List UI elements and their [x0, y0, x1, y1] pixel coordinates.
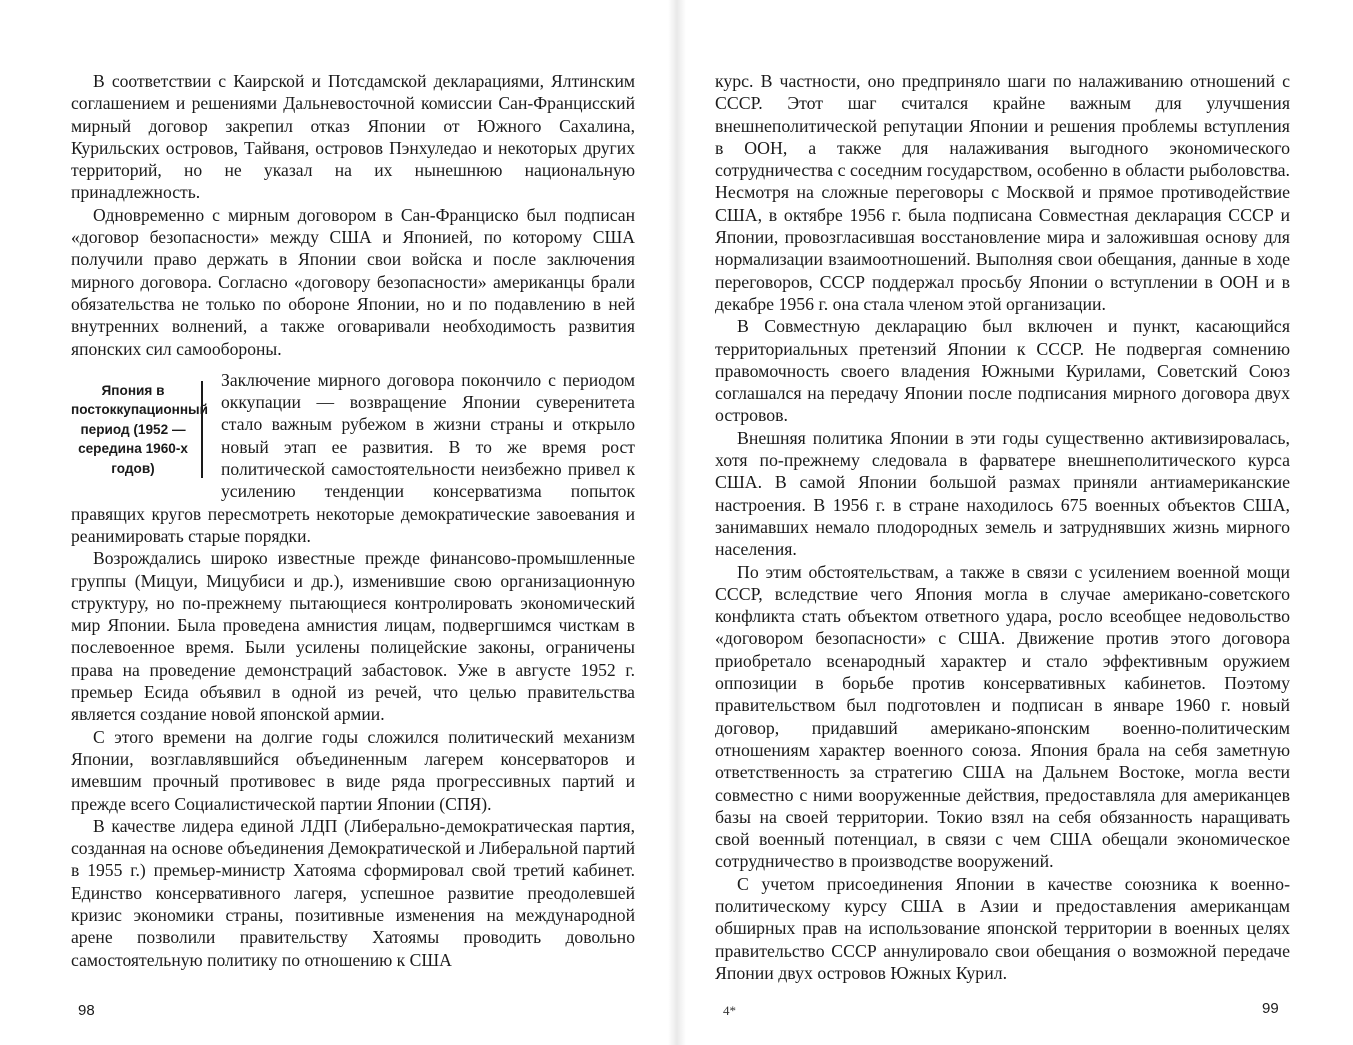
- paragraph: В соответствии с Каирской и Потсдамской декларациями, Ялтинским соглашением и решениями Дальневосточной комиссии Сан-Францисский мирный договор закрепил отказ Японии от Южного Сахалина, Курильских островов, Тайваня, островов Пэнхуледао и некоторых других территорий, но не указал на их нынешнюю национальную принадлежность.: [71, 71, 635, 203]
- paragraph: Одновременно с мирным договором в Сан-Франциско был подписан «договор безопасности» между США и Японией, по которому США получили право держать в Японии свои войска и после заключения мирного договора. Согласно «договору безопасности» американцы брали обязательства не только по обороне Японии, но и по подавлению в ней внутренних волнений, а также оговаривали необходимость развития японских сил самообороны.: [71, 204, 635, 359]
- paragraph: Возрождались широко известные прежде финансово-промышленные группы (Мицуи, Мицубиси и др.), изменившие свою организационную структуру, но по-прежнему пытающиеся контролировать экономический мир Японии. Была проведена амнистия лицам, подвергшимся чисткам в послевоенное время. Были усилены полицейские законы, ограничены права на проведение демонстраций забастовок. Уже в августе 1952 г. премьер Есида объявил в одной из речей, что целью правительства является создание новой японской армии.: [71, 548, 635, 725]
- book-gutter: [668, 0, 686, 1045]
- section-block: [71, 369, 635, 547]
- signature-mark: 4*: [723, 1003, 736, 1018]
- paragraph: В качестве лидера единой ЛДП (Либерально-демократическая партия, созданная на основе объединения Демократической и Либеральной партий в 1955 г.) премьер-министр Хатояма сформировал свой третий кабинет. Единство консервативного лагеря, успешное развитие преодолевшей кризис экономики страны, позитивные изменения на международной арене позволили правительству Хатоямы проводить довольно самостоятельную политику по отношению к США: [71, 815, 635, 970]
- margin-section-heading: Япония в постоккупационный период (1952 — середина 1960-х годов): [71, 381, 203, 479]
- paragraph: В Совместную декларацию был включен и пункт, касающийся территориальных претензий Японии к СССР. Не подвергая сомнению правомочность своего владения Южными Курилами, Советский Союз соглашался на передачу Японии после подписания мирного договора двух островов.: [715, 316, 1290, 426]
- paragraph: Заключение мирного договора покончило с периодом оккупации — возвращение Японии суверенитета стало важным рубежом в жизни страны и открыло новый этап ее развития. В то же время рост политической самостоятельности неизбежно привел к усилению тенденции консерватизма попыток правящих кругов пересмотреть некоторые демократические завоевания и реанимировать старые порядки.: [71, 369, 635, 546]
- right-page: [715, 70, 1290, 984]
- page-number-right: 99: [1262, 1000, 1279, 1017]
- left-page: [71, 70, 635, 971]
- paragraph: По этим обстоятельствам, а также в связи с усилением военной мощи СССР, вследствие чего Япония могла в случае американо-советского конфликта стать объектом ответного удара, росло всеобщее недовольство «договором безопасности» с США. Движение против этого договора приобретало всенародный характер и стало эффективным оружием оппозиции в борьбе против консервативных кабинетов. Поэтому правительством был подготовлен и подписан в январе 1960 г. новый договор, придавший американо-японским военно-политическим отношениям характер военного союза. Япония брала на себя заметную ответственность за стратегию США на Дальнем Востоке, могла вести совместно с ними вооруженные действия, предоставляла для американцев базы на своей территории. Токио взял на себя обязанность наращивать свой военный потенциал, в связи с чем США обещали экономическое сотрудничество в производстве вооружений.: [715, 561, 1290, 872]
- paragraph: С учетом присоединения Японии в качестве союзника к военно-политическому курсу США в Азии и предоставления американцам обширных прав на использование японской территории в военных целях правительство СССР аннулировало свои обещания о возможной передаче Японии двух островов Южных Курил.: [715, 873, 1290, 983]
- paragraph: Внешняя политика Японии в эти годы существенно активизировалась, хотя по-прежнему следовала в фарватере внешнеполитического курса США. В самой Японии большой размах приняли антиамериканские настроения. В 1956 г. в стране находилось 675 военных объектов США, занимавших немало плодородных земель и затруднявших жизнь мирного населения.: [715, 427, 1290, 560]
- paragraph: курс. В частности, оно предприняло шаги по налаживанию отношений с СССР. Этот шаг считался крайне важным для улучшения внешнеполитической репутации Японии и решения проблемы вступления в ООН, а также для налаживания выгодного экономического сотрудничества с соседним государством, особенно в области рыболовства. Несмотря на сложные переговоры с Москвой и прямое противодействие США, в октябре 1956 г. была подписана Совместная декларация СССР и Японии, провозгласившая восстановление мира и заложившая основу для нормализации взаимоотношений. Выполняя свои обещания, данные в ходе переговоров, СССР поддержал просьбу Японии о вступлении в ООН и в декабре 1956 г. она стала членом этой организации.: [715, 71, 1290, 314]
- page-number-left: 98: [78, 1002, 95, 1019]
- paragraph: С этого времени на долгие годы сложился политический механизм Японии, возглавлявшийся объединенным лагерем консерваторов и имевшим прочный противовес в виде ряда прогрессивных партий и прежде всего Социалистической партии Японии (СПЯ).: [71, 726, 635, 814]
